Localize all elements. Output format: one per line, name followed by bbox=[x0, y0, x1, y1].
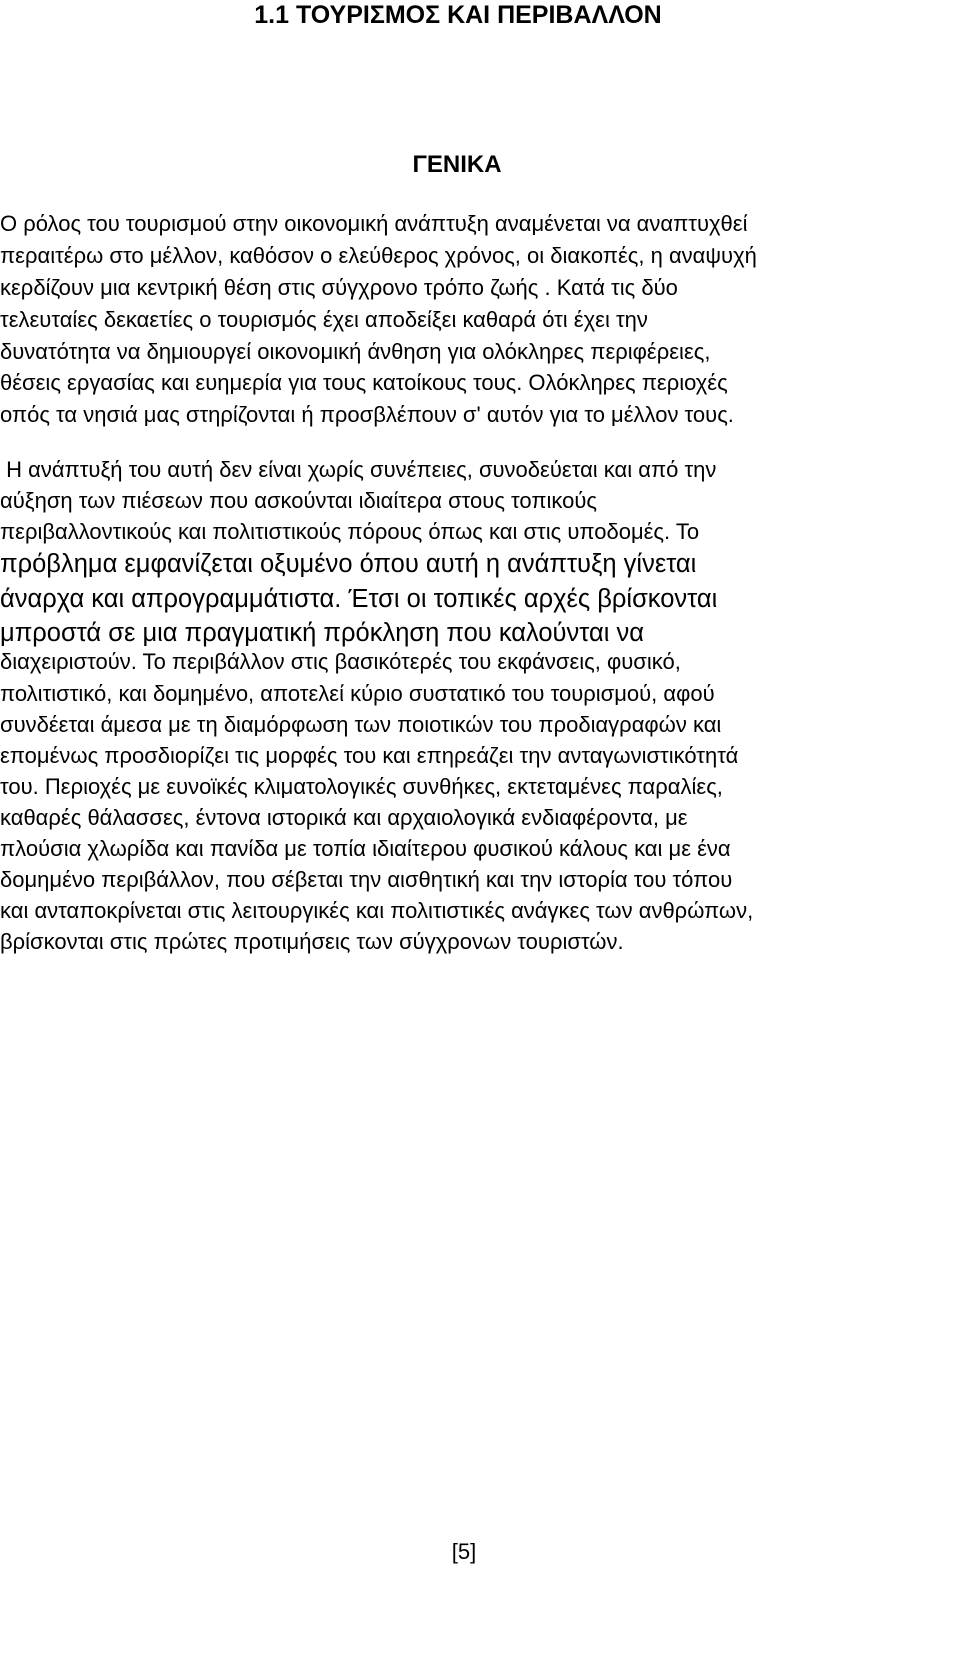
page-number bbox=[0, 1538, 960, 1566]
text-line: οπός τα νησιά μας στηρίζονται ή προσβλέπουν σ' αυτόν για το μέλλον τους. bbox=[0, 402, 734, 427]
text-line: πολιτιστικό, και δομημένο, αποτελεί κύριο συστατικό του τουρισμού, αφού bbox=[0, 681, 715, 706]
page-number-text: [5] bbox=[451, 1539, 477, 1564]
text-line: δυνατότητα να δημιουργεί οικονομική άνθηση για ολόκληρες περιφέρειες, bbox=[0, 339, 711, 364]
text-line: βρίσκονται στις πρώτες προτιμήσεις των σύγχρονων τουριστών. bbox=[0, 929, 624, 954]
text-line: άναρχα και απρογραμμάτιστα. Έτσι οι τοπικές αρχές βρίσκονται bbox=[0, 585, 718, 613]
text-line: τελευταίες δεκαετίες ο τουρισμός έχει αποδείξει καθαρά ότι έχει την bbox=[0, 307, 648, 332]
subsection-heading bbox=[0, 150, 960, 180]
text-line: πρόβλημα εμφανίζεται οξυμένο όπου αυτή η ανάπτυξη γίνεται bbox=[0, 550, 697, 578]
text-line: Ο ρόλος του τουρισμού στην οικονομική ανάπτυξη αναμένεται να αναπτυχθεί bbox=[0, 211, 748, 236]
text-line: Η ανάπτυξή του αυτή δεν είναι χωρίς συνέπειες, συνοδεύεται και από την bbox=[0, 457, 717, 482]
text-line: καθαρές θάλασσες, έντονα ιστορικά και αρχαιολογικά ενδιαφέροντα, με bbox=[0, 805, 688, 830]
text-line: του. Περιοχές με ευνοϊκές κλιματολογικές συνθήκες, εκτεταμένες παραλίες, bbox=[0, 774, 723, 799]
text-line: πλούσια χλωρίδα και πανίδα με τοπία ιδιαίτερου φυσικού κάλους και με ένα bbox=[0, 836, 731, 861]
text-line: κερδίζουν μια κεντρική θέση στις σύγχρονο τρόπο ζωής . Κατά τις δύο bbox=[0, 275, 678, 300]
text-line: θέσεις εργασίας και ευημερία για τους κατοίκους τους. Ολόκληρες περιοχές bbox=[0, 370, 728, 395]
text-line: μπροστά σε μια πραγματική πρόκληση που καλούνται να bbox=[0, 619, 644, 647]
text-line: αύξηση των πιέσεων που ασκούνται ιδιαίτερα στους τοπικούς bbox=[0, 488, 597, 513]
text-line: και ανταποκρίνεται στις λειτουργικές και πολιτιστικές ανάγκες των ανθρώπων, bbox=[0, 898, 754, 923]
text-line: επομένως προσδιορίζει τις μορφές του και επηρεάζει την ανταγωνιστικότητά bbox=[0, 743, 739, 768]
text-line: δομημένο περιβάλλον, που σέβεται την αισθητική και την ιστορία του τόπου bbox=[0, 867, 733, 892]
subsection-heading-text: ΓΕΝΙΚΑ bbox=[412, 151, 502, 178]
text-line: περιβαλλοντικούς και πολιτιστικούς πόρους όπως και στις υποδομές. Το bbox=[0, 519, 700, 544]
text-line: περαιτέρω στο μέλλον, καθόσον ο ελεύθερος χρόνος, οι διακοπές, η αναψυχή bbox=[0, 243, 757, 268]
text-line: συνδέεται άμεσα με τη διαμόρφωση των ποιοτικών του προδιαγραφών και bbox=[0, 712, 722, 737]
section-title bbox=[0, 0, 960, 30]
text-line: διαχειριστούν. Το περιβάλλον στις βασικότερές του εκφάνσεις, φυσικό, bbox=[0, 649, 681, 674]
section-title-text: 1.1 ΤΟΥΡΙΣΜΟΣ ΚΑΙ ΠΕΡΙΒΑΛΛΟΝ bbox=[254, 1, 662, 29]
